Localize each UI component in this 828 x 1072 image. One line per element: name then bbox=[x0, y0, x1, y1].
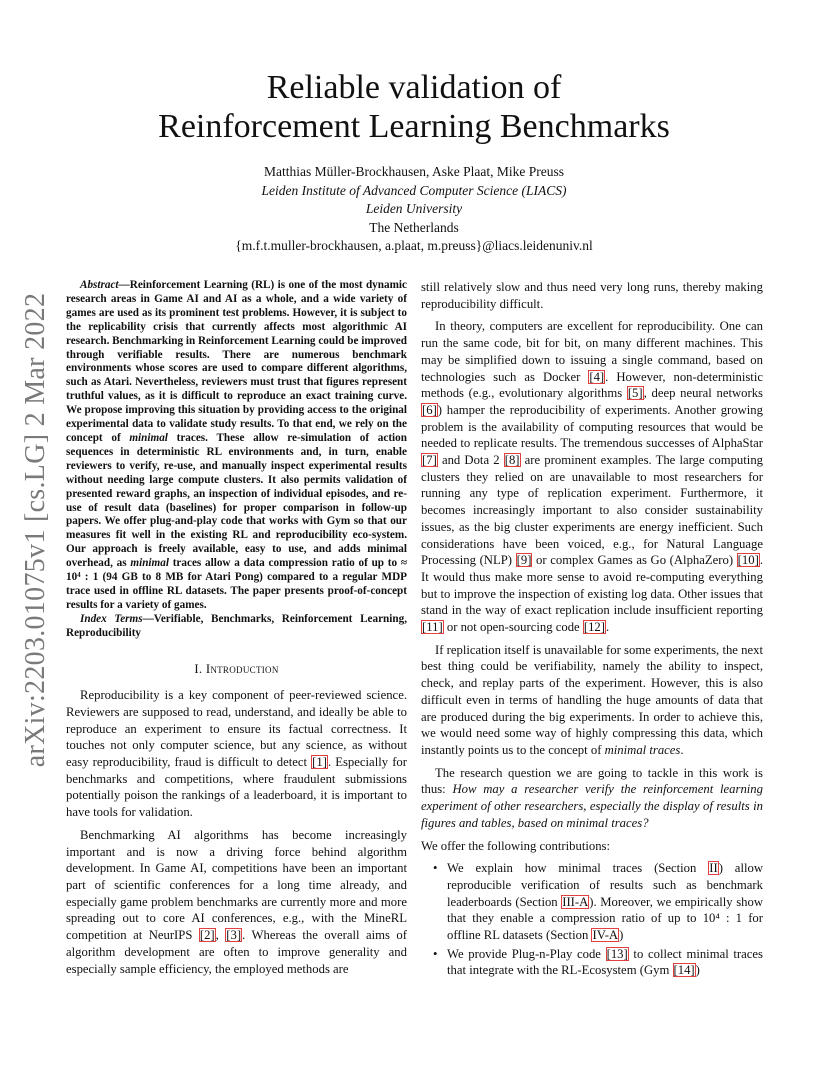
abstract-emphasis: minimal bbox=[129, 431, 168, 444]
research-question: How may a researcher verify the reinforcement learning experiment of other researchers, especially the display of results in figures and tables, based on minimal traces? bbox=[421, 782, 763, 830]
author-block bbox=[0, 163, 828, 256]
continued-paragraph: still relatively slow and thus need very long runs, thereby making reproducibility difficult. bbox=[421, 280, 763, 311]
right-column bbox=[421, 279, 763, 981]
section-heading-introduction bbox=[66, 661, 407, 678]
text-run: Benchmarking AI algorithms has become increasingly important and is now a driving force behind algorithm development. In Game AI, competitions have been an important part of scientific conferences for a long time already, and especially game problem benchmarks are currently more and more spreading out to core AI conferences, e.g., with the MineRL competition at NeurIPS bbox=[66, 827, 407, 943]
citation-link[interactable]: [10] bbox=[737, 553, 759, 568]
arxiv-identifier-text: arXiv:2203.01075v1 [cs.LG] 2 Mar 2022 bbox=[20, 292, 51, 768]
text-run: . bbox=[606, 620, 610, 635]
text-run: We explain how minimal traces (Section bbox=[447, 861, 709, 876]
citation-link[interactable]: [2] bbox=[199, 928, 215, 943]
abstract-label: Abstract bbox=[80, 279, 119, 291]
text-run: or not open-sourcing code bbox=[443, 620, 583, 635]
citation-link[interactable]: [1] bbox=[312, 755, 327, 770]
citation-link[interactable]: [13] bbox=[606, 946, 628, 961]
citation-link[interactable]: [8] bbox=[504, 453, 520, 468]
abstract bbox=[66, 279, 407, 613]
intro-paragraph-2: Benchmarking AI algorithms has become increasingly important and is now a driving force behind algorithm development. In Game AI, competitions have been an important part of scientific conferences for a long time already, and especially game problem benchmarks are currently more and more spreading out to core AI conferences, e.g., with the MineRL competition at NeurIPS [2], [3]. Whereas the overall aims of algorithm development are often to improve generality and especially sample efficiency, the employed methods are bbox=[66, 827, 407, 976]
citation-link[interactable]: [12] bbox=[583, 620, 605, 635]
emphasis-text: minimal traces bbox=[604, 742, 681, 757]
index-terms bbox=[66, 613, 407, 641]
text-run: If replication itself is unavailable for some experiments, the next best thing could be verifiability, namely the ability to inspect, check, and replay parts of the experiment. However, this is also difficult even in terms of handling the huge amounts of data that are produced during the big experiments. In order to achieve this, we would need some way of highly compressing this data, which instantly points us to the concept of bbox=[421, 642, 763, 757]
index-terms-text: —Verifiable, Benchmarks, Reinforcement Learning, Reproducibility bbox=[66, 612, 407, 639]
text-run: , deep neural networks bbox=[643, 386, 763, 401]
section-number: I. bbox=[194, 661, 206, 676]
author-emails: {m.f.t.muller-brockhausen, a.plaat, m.preuss}@liacs.leidenuniv.nl bbox=[235, 238, 593, 253]
research-question-paragraph bbox=[421, 765, 763, 832]
text-run: . bbox=[680, 742, 684, 757]
section-link[interactable]: II bbox=[709, 861, 718, 876]
text-run: ) allow reproducible verification of results such as benchmark leaderboards (Section bbox=[447, 861, 763, 909]
affiliation-institute: Leiden Institute of Advanced Computer Science (LIACS) bbox=[261, 182, 567, 198]
text-run: . Whereas the overall aims of algorithm development are often to improve generality and especially sample efficiency, the employed methods are bbox=[66, 928, 407, 976]
text-run: and Dota 2 bbox=[437, 453, 504, 468]
citation-link[interactable]: [11] bbox=[422, 620, 443, 635]
abstract-emphasis-2: minimal bbox=[130, 557, 169, 570]
citation-link[interactable]: [4] bbox=[589, 369, 605, 384]
title-line-2: Reinforcement Learning Benchmarks bbox=[158, 108, 670, 145]
text-run: In theory, computers are excellent for reproducibility. One can run the same code, bit for bit, on many different machines. This may be simplified down to issuing a single command, based on technologies such as Docker bbox=[421, 319, 763, 384]
text-run: We provide Plug-n-Play code bbox=[447, 946, 606, 961]
citation-link[interactable]: [7] bbox=[422, 453, 437, 468]
intro-paragraph-1 bbox=[66, 687, 407, 821]
abstract-text-3: traces allow a data compression ratio of up to ≈ 10⁴ : 1 (94 GB to 8 MB for Atari Pong) compared to a regular MDP trace used in offline RL datasets. The paper presents proof-of-concept results for a variety of games. bbox=[66, 557, 407, 611]
abstract-text-2: traces. These allow re-simulation of action sequences in deterministic RL environments and, in turn, enable reviewers to verify, re-use, and manually inspect experimental results without needing large compute clusters. It also permits validation of presented reward graphs, an inspection of individual episodes, and re-use of result data (baselines) for proper comparison in follow-up papers. We offer plug-and-play code that works with Gym so that our measures fit well in the existing RL and reproducibility eco-system. Our approach is freely available, easy to use, and adds minimal overhead, as bbox=[66, 431, 407, 570]
text-run: The research question we are going to tackle in this work is thus: bbox=[421, 765, 763, 797]
citation-link[interactable]: [14] bbox=[673, 963, 695, 978]
citation-link[interactable]: [5] bbox=[627, 386, 643, 401]
contributions-intro: We offer the following contributions: bbox=[421, 838, 611, 853]
text-run: ) bbox=[695, 963, 700, 978]
text-run: are prominent examples. The large computing clusters they relied on are unavailable to most researchers for running any type of replication experiment. Furthermore, it becomes increasingly important to also consider sustainability issues, as the big cluster experiments are energy inefficient. Such considerations have been voiced, e.g., for Natural Language Processing (NLP) bbox=[421, 453, 764, 568]
text-run: ). Moreover, we empirically show that they enable a compression ratio of up to 10⁴ : 1 for offline RL datasets (Section bbox=[447, 894, 763, 943]
text-run: . Especially for benchmarks and competitions, where fraudulent submissions potentially poison the rankings of a leaderboard, it is important to have tools for validation. bbox=[66, 755, 407, 820]
text-run: ) bbox=[619, 928, 624, 943]
section-title: Introduction bbox=[205, 661, 279, 676]
title-line-1: Reliable validation of bbox=[266, 69, 562, 106]
index-terms-label: Index Terms bbox=[80, 612, 143, 625]
list-item bbox=[421, 860, 763, 944]
bullet-icon: • bbox=[433, 861, 438, 876]
author-names: Matthias Müller-Brockhausen, Aske Plaat, Mike Preuss bbox=[263, 164, 565, 179]
arxiv-identifier-stamp bbox=[20, 290, 52, 770]
right-paragraph-2 bbox=[421, 642, 763, 759]
text-run: Reproducibility is a key component of peer-reviewed science. Reviewers are supposed to read, understand, and ideally be able to reproduce an experiment to ensure its factual correctness. It touches not only computer science, but any science, as without easy reproducibility, fraud is difficult to detect bbox=[66, 688, 407, 770]
paper-title bbox=[0, 68, 828, 146]
citation-link[interactable]: [3] bbox=[226, 928, 242, 943]
abstract-text: —Reinforcement Learning (RL) is one of the most dynamic research areas in Game AI and AI as a whole, and a wide variety of games are used as its prominent test problems. However, it is subject to the replicability crisis that currently affects most algorithmic AI research. Benchmarking in Reinforcement Learning could be improved through verifiable results. There are numerous benchmark environments whose scores are used to compare different algorithms, such as Atari. Nevertheless, reviewers must trust that figures represent truthful values, as it is difficult to reproduce an exact training curve. We propose improving this situation by providing access to the original experimental data to validate study results. To that end, we rely on the concept of bbox=[66, 279, 407, 444]
citation-link[interactable]: [9] bbox=[516, 553, 532, 568]
text-run: to collect minimal traces that integrate with the RL-Ecosystem (Gym bbox=[447, 946, 763, 978]
affiliation-country: The Netherlands bbox=[369, 219, 459, 235]
citation-link[interactable]: [6] bbox=[422, 402, 437, 417]
section-link[interactable]: IV-A bbox=[592, 928, 619, 943]
right-paragraph-1 bbox=[421, 318, 763, 635]
contributions-list bbox=[421, 860, 763, 979]
affiliation-university: Leiden University bbox=[365, 201, 463, 216]
text-run: ) hamper the reproducibility of experiments. Another growing problem is the availability of computing resources that would be needed to replicate results. The tremendous successes of AlphaStar bbox=[421, 402, 763, 451]
text-run: . It would thus make more sense to avoid re-computing everything but to improve the inspection of existing log data. Other issues that stand in the way of exact replication include insufficient reporting bbox=[421, 553, 763, 618]
section-link[interactable]: III-A bbox=[562, 894, 589, 909]
bullet-icon: • bbox=[433, 946, 438, 961]
left-column bbox=[66, 279, 407, 983]
text-run: or complex Games as Go (AlphaZero) bbox=[532, 553, 737, 568]
text-run: . However, non-deterministic methods (e.g., evolutionary algorithms bbox=[421, 369, 763, 401]
list-item bbox=[421, 946, 763, 979]
